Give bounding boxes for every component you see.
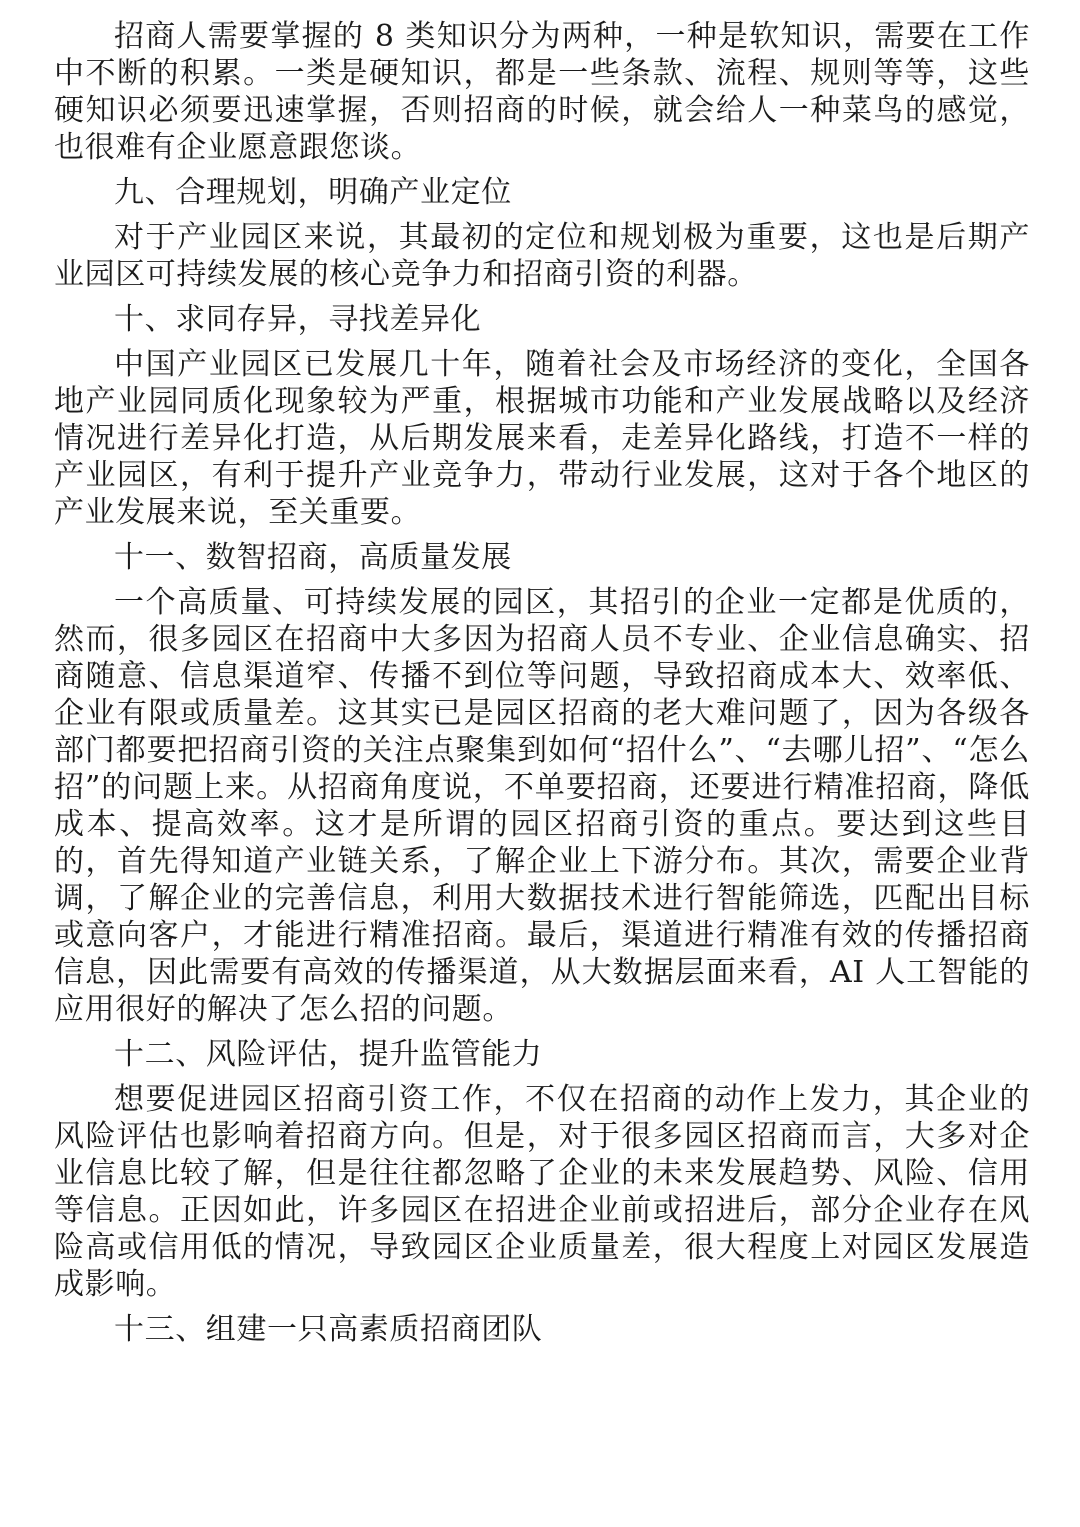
section-heading-12: 十二、风险评估，提升监管能力 xyxy=(114,1037,543,1072)
intro-paragraph: 招商人需要掌握的 8 类知识分为两种，一种是软知识，需要在工作中不断的积累。一类是硬知识，都是一些条款、流程、规则等等，这些硬知识必须要迅速掌握，否则招商的时候，就会给人一种菜鸟的感觉，也很难有企业愿意跟您谈。 xyxy=(54,19,1030,165)
section-10-paragraph: 中国产业园区已发展几十年，随着社会及市场经济的变化，全国各地产业园同质化现象较为严重，根据城市功能和产业发展战略以及经济情况进行差异化打造，从后期发展来看，走差异化路线，打造不一样的产业园区，有利于提升产业竞争力，带动行业发展，这对于各个地区的产业发展来说，至关重要。 xyxy=(54,347,1030,530)
document-page xyxy=(54,18,1030,1356)
section-11-paragraph: 一个高质量、可持续发展的园区，其招引的企业一定都是优质的，然而，很多园区在招商中大多因为招商人员不专业、企业信息确实、招商随意、信息渠道窄、传播不到位等问题，导致招商成本大、效率低、企业有限或质量差。这其实已是园区招商的老大难问题了，因为各级各部门都要把招商引资的关注点聚集到如何“招什么”、“去哪儿招”、“怎么招”的问题上来。从招商角度说，不单要招商，还要进行精准招商，降低成本、提高效率。这才是所谓的园区招商引资的重点。要达到这些目的，首先得知道产业链关系，了解企业上下游分布。其次，需要企业背调，了解企业的完善信息，利用大数据技术进行智能筛选，匹配出目标或意向客户，才能进行精准招商。最后，渠道进行精准有效的传播招商信息，因此需要有高效的传播渠道，从大数据层面来看，AI 人工智能的应用很好的解决了怎么招的问题。 xyxy=(54,585,1030,1027)
section-heading-9: 九、合理规划，明确产业定位 xyxy=(114,175,512,210)
section-9-paragraph: 对于产业园区来说，其最初的定位和规划极为重要，这也是后期产业园区可持续发展的核心竞争力和招商引资的利器。 xyxy=(54,220,1030,292)
section-heading-11: 十一、数智招商，高质量发展 xyxy=(114,540,512,575)
section-heading-13: 十三、组建一只高素质招商团队 xyxy=(114,1312,543,1347)
section-12-paragraph: 想要促进园区招商引资工作，不仅在招商的动作上发力，其企业的风险评估也影响着招商方向。但是，对于很多园区招商而言，大多对企业信息比较了解，但是往往都忽略了企业的未来发展趋势、风险、信用等信息。正因如此，许多园区在招进企业前或招进后，部分企业存在风险高或信用低的情况，导致园区企业质量差，很大程度上对园区发展造成影响。 xyxy=(54,1082,1030,1302)
section-heading-10: 十、求同存异，寻找差异化 xyxy=(114,302,482,337)
